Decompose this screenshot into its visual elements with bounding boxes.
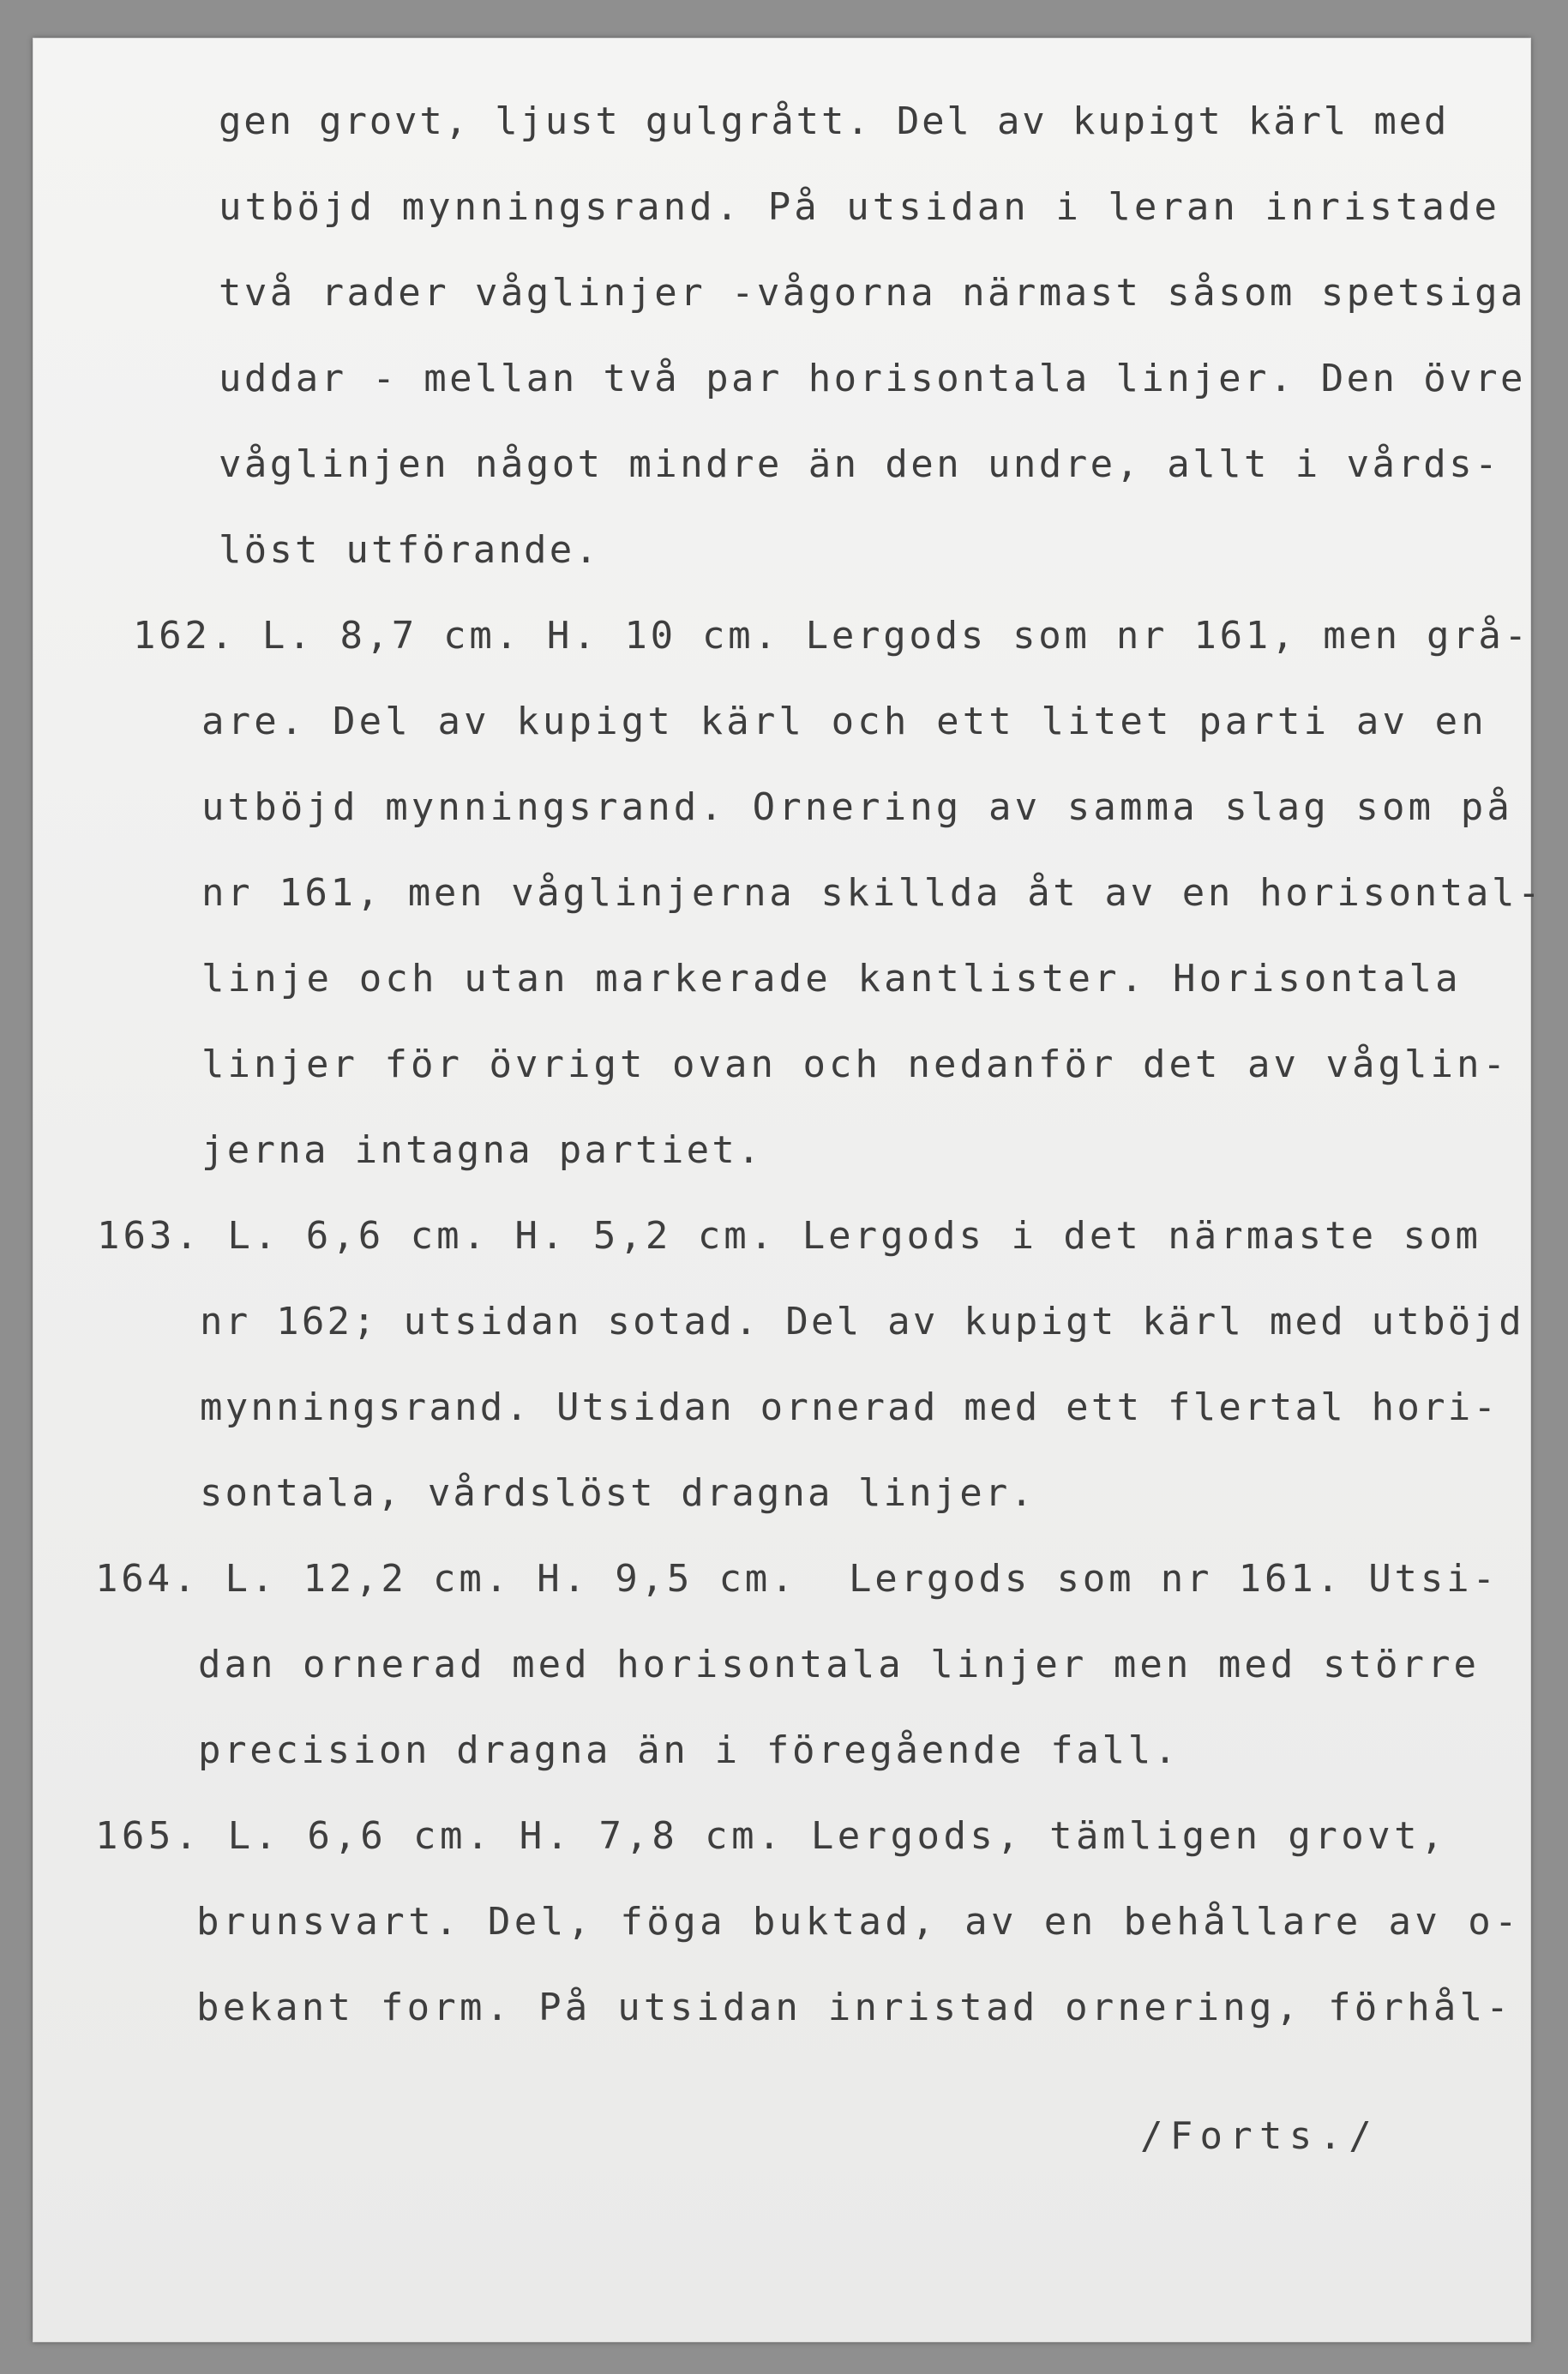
text-line-2: utböjd mynningsrand. På utsidan i leran inristade bbox=[219, 185, 1501, 229]
text-line-20: precision dragna än i föregående fall. bbox=[198, 1728, 1180, 1772]
entry-163-line-1: 163. L. 6,6 cm. H. 5,2 cm. Lergods i det närmaste som bbox=[97, 1214, 1481, 1258]
text-line-10: nr 161, men våglinjerna skillda åt av en horisontal- bbox=[201, 871, 1544, 915]
document-page bbox=[33, 38, 1544, 2342]
text-line-3: två rader våglinjer -vågorna närmast såsom spetsiga bbox=[219, 271, 1526, 315]
continuation-note: /Forts./ bbox=[1140, 2114, 1379, 2158]
text-line-4: uddar - mellan två par horisontala linjer. Den övre bbox=[219, 357, 1526, 400]
text-line-15: nr 162; utsidan sotad. Del av kupigt kärl med utböjd bbox=[200, 1300, 1524, 1343]
entry-162-line-1: 162. L. 8,7 cm. H. 10 cm. Lergods som nr 161, men grå- bbox=[133, 614, 1530, 658]
entry-164-line-1: 164. L. 12,2 cm. H. 9,5 cm. Lergods som nr 161. Utsi- bbox=[95, 1557, 1499, 1601]
text-line-13: jerna intagna partiet. bbox=[201, 1128, 763, 1172]
entry-165-line-1: 165. L. 6,6 cm. H. 7,8 cm. Lergods, tämligen grovt, bbox=[95, 1814, 1447, 1858]
text-line-8: are. Del av kupigt kärl och ett litet parti av en bbox=[201, 700, 1487, 743]
text-line-1: gen grovt, ljust gulgrått. Del av kupigt kärl med bbox=[219, 99, 1450, 143]
text-line-17: sontala, vårdslöst dragna linjer. bbox=[200, 1471, 1036, 1515]
text-line-19: dan ornerad med horisontala linjer men med större bbox=[198, 1643, 1481, 1686]
text-line-9: utböjd mynningsrand. Ornering av samma slag som på bbox=[201, 785, 1514, 829]
text-line-16: mynningsrand. Utsidan ornerad med ett flertal hori- bbox=[200, 1385, 1499, 1429]
text-line-22: brunsvart. Del, föga buktad, av en behållare av o- bbox=[196, 1900, 1522, 1944]
text-line-12: linjer för övrigt ovan och nedanför det av våglin- bbox=[201, 1043, 1510, 1086]
text-line-6: löst utförande. bbox=[219, 528, 601, 572]
text-line-5: våglinjen något mindre än den undre, allt i vårds- bbox=[219, 442, 1501, 486]
text-line-23: bekant form. På utsidan inristad ornering, förhål- bbox=[196, 1986, 1513, 2029]
text-line-11: linje och utan markerade kantlister. Horisontala bbox=[201, 957, 1462, 1001]
